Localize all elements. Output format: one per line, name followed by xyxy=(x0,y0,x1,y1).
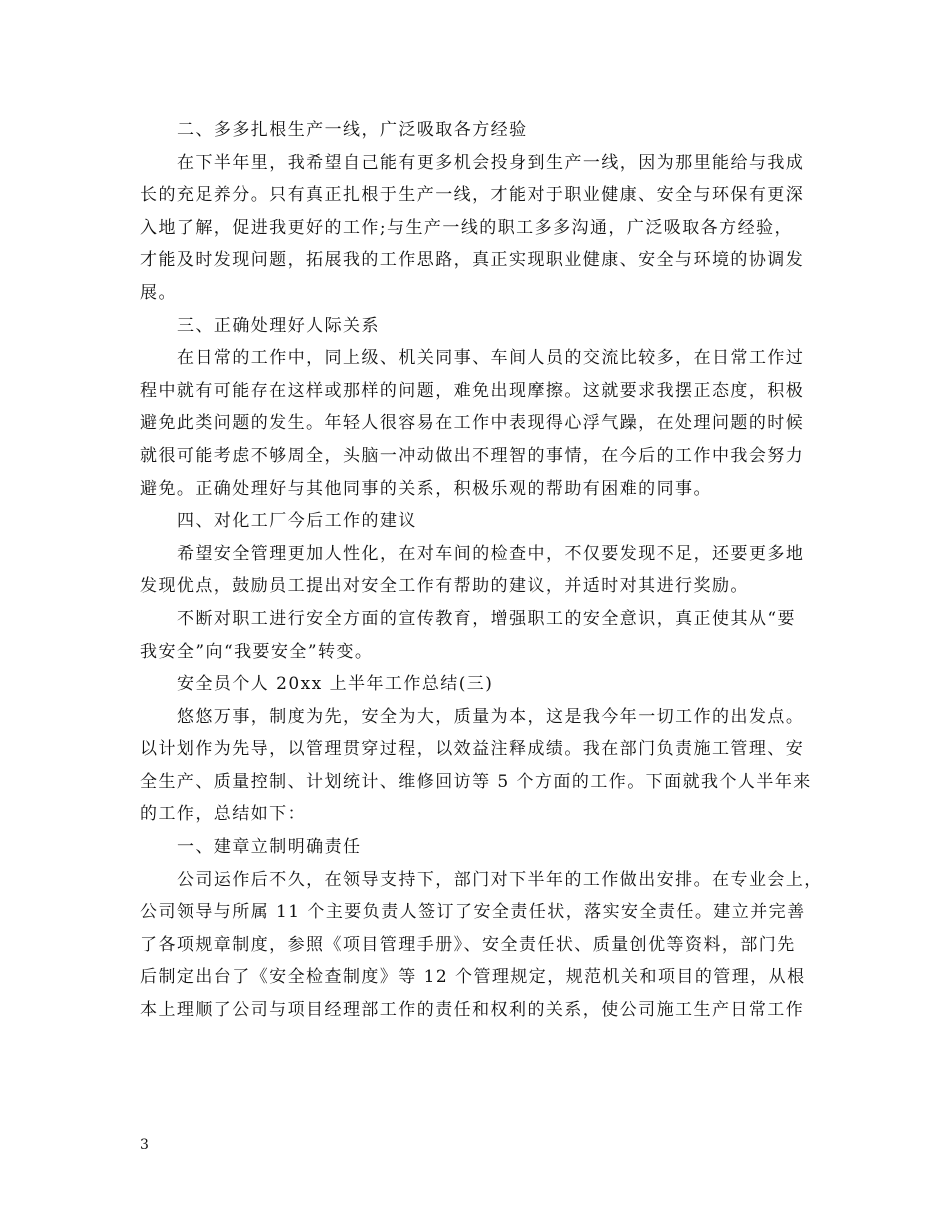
text-line: 避免。正确处理好与其他同事的关系，积极乐观的帮助有困难的同事。 xyxy=(140,478,712,499)
text-line: 程中就有可能存在这样或那样的问题，难免出现摩擦。这就要求我摆正态度，积极 xyxy=(140,380,805,401)
text-line: 全生产、质量控制、计划统计、维修回访等 5 个方面的工作。下面就我个人半年来 xyxy=(140,771,812,792)
text-line: 安全员个人 20xx 上半年工作总结(三) xyxy=(177,674,494,695)
text-line: 在日常的工作中，同上级、机关同事、车间人员的交流比较多，在日常工作过 xyxy=(177,348,805,369)
text-line: 长的充足养分。只有真正扎根于生产一线，才能对于职业健康、安全与环保有更深 xyxy=(140,185,805,206)
text-line: 避免此类问题的发生。年轻人很容易在工作中表现得心浮气躁，在处理问题的时候 xyxy=(140,413,805,434)
page-number: 3 xyxy=(140,1137,149,1153)
text-line: 的工作，总结如下： xyxy=(140,804,307,825)
text-line: 了各项规章制度，参照《项目管理手册》、安全责任状、质量创优等资料，部门先 xyxy=(140,934,796,955)
document-body xyxy=(140,114,823,1027)
text-line: 本上理顺了公司与项目经理部工作的责任和权利的关系，使公司施工生产日常工作 xyxy=(140,1000,805,1021)
text-line: 三、正确处理好人际关系 xyxy=(177,315,380,336)
text-line: 就很可能考虑不够周全，头脑一冲动做出不理智的事情，在今后的工作中我会努力 xyxy=(140,445,805,466)
text-line: 展。 xyxy=(140,282,177,303)
text-line: 我安全”向“我要安全”转变。 xyxy=(140,641,374,662)
text-line: 发现优点，鼓励员工提出对安全工作有帮助的建议，并适时对其进行奖励。 xyxy=(140,576,749,597)
text-line: 不断对职工进行安全方面的宣传教育，增强职工的安全意识，真正使其从“要 xyxy=(177,608,796,629)
text-line: 以计划作为先导，以管理贯穿过程，以效益注释成绩。我在部门负责施工管理、安 xyxy=(140,739,805,760)
text-line: 一、建章立制明确责任 xyxy=(177,837,362,858)
text-line: 入地了解，促进我更好的工作;与生产一线的职工多多沟通，广泛吸取各方经验， xyxy=(140,217,793,238)
text-line: 公司领导与所属 11 个主要负责人签订了安全责任状，落实安全责任。建立并完善 xyxy=(140,902,806,923)
text-line: 四、对化工厂今后工作的建议 xyxy=(177,511,417,532)
text-line: 二、多多扎根生产一线，广泛吸取各方经验 xyxy=(177,120,528,140)
text-line: 悠悠万事，制度为先，安全为大，质量为本，这是我今年一切工作的出发点。 xyxy=(177,706,805,727)
text-line: 才能及时发现问题，拓展我的工作思路，真正实现职业健康、安全与环境的协调发 xyxy=(140,250,805,271)
text-line: 希望安全管理更加人性化，在对车间的检查中，不仅要发现不足，还要更多地 xyxy=(177,543,805,564)
text-line: 后制定出台了《安全检查制度》等 12 个管理规定，规范机关和项目的管理，从根 xyxy=(140,967,806,988)
text-line: 公司运作后不久，在领导支持下，部门对下半年的工作做出安排。在专业会上， xyxy=(177,869,823,890)
text-line: 在下半年里，我希望自己能有更多机会投身到生产一线，因为那里能给与我成 xyxy=(177,152,805,173)
